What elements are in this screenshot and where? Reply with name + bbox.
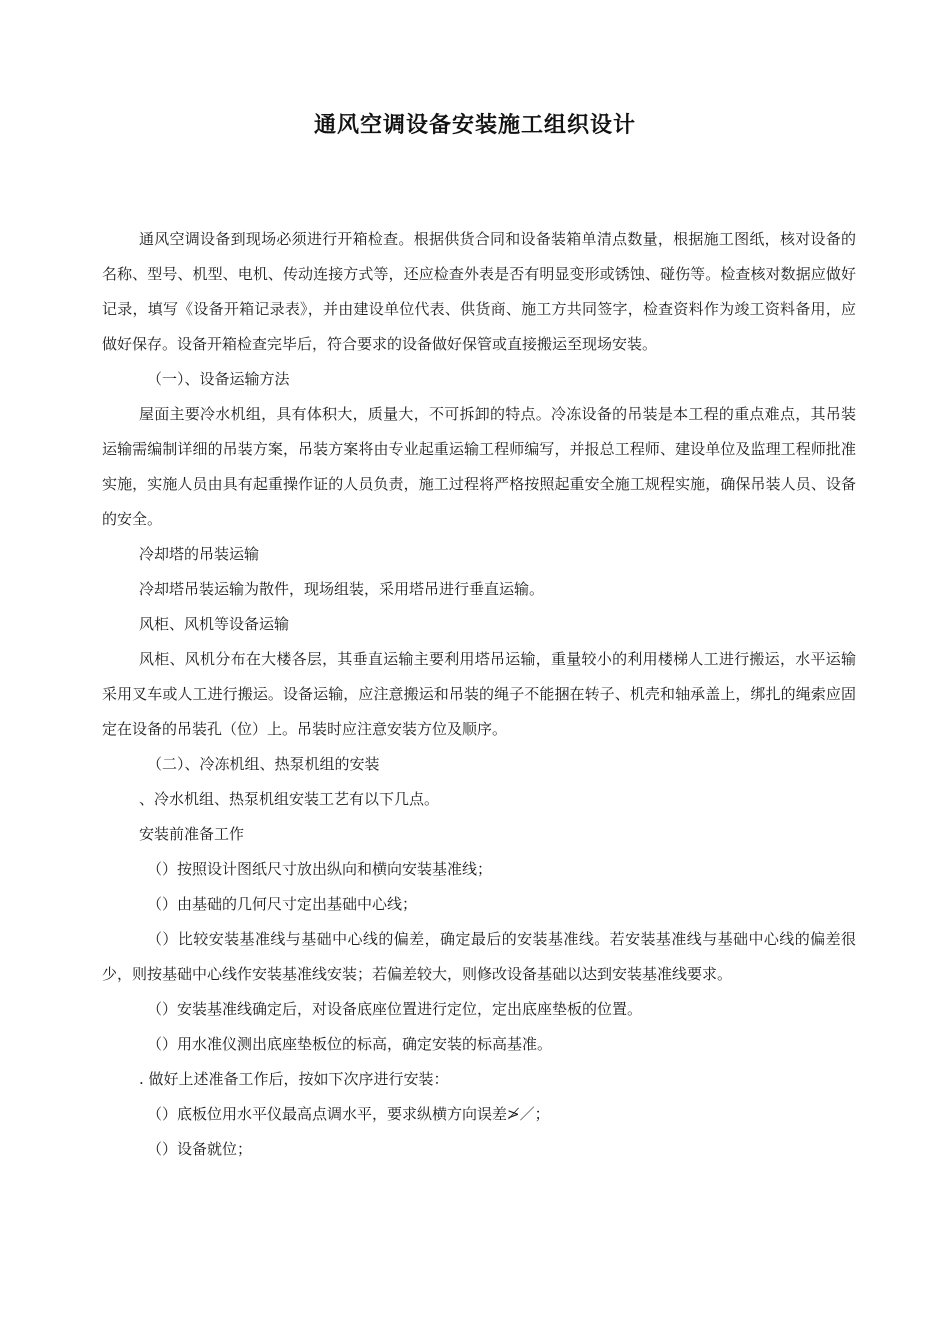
section-heading-chiller-install: （二）、冷冻机组、热泵机组的安装 [147,755,380,773]
list-item-elevation: （）用水准仪测出底座垫板位的标高，确定安装的标高基准。 [147,1035,553,1053]
subheading-cooling-tower: 冷却塔的吊装运输 [139,545,260,563]
subheading-preparation: 安装前准备工作 [139,825,245,843]
paragraph-install-sequence: . 做好上述准备工作后，按如下次序进行安装： [139,1070,449,1088]
paragraph-cooling-tower: 冷却塔吊装运输为散件，现场组装，采用塔吊进行垂直运输。 [139,580,545,598]
document-title: 通风空调设备安装施工组织设计 [313,113,636,138]
list-item-positioning: （）设备就位； [147,1140,253,1158]
list-item-compare-deviation: （）比较安装基准线与基础中心线的偏差，确定最后的安装基准线。若安装基准线与基础中心线的偏差很少，则按基础中心线作安装基准线安装；若偏差较大，则修改设备基础以达到安装基准线要求。 [102,930,856,983]
subheading-fan-transport: 风柜、风机等设备运输 [139,615,290,633]
list-item-centerline: （）由基础的几何尺寸定出基础中心线； [147,895,418,913]
paragraph-fan-transport: 风柜、风机分布在大楼各层，其垂直运输主要利用塔吊运输，重量较小的利用楼梯人工进行搬运，水平运输采用叉车或人工进行搬运。设备运输，应注意搬运和吊装的绳子不能捆在转子、机壳和轴承盖上，绑扎的绳索应固定在设备的吊装孔（位）上。吊装时应注意安装方位及顺序。 [102,650,856,738]
document-body [102,222,856,1167]
list-item-base-position: （）安装基准线确定后，对设备底座位置进行定位，定出底座垫板的位置。 [147,1000,643,1018]
list-item-leveling: （）底板位用水平仪最高点调水平，要求纵横方向误差≯／； [147,1105,550,1123]
section-heading-transport: （一）、设备运输方法 [147,370,290,388]
paragraph-unpacking-inspection: 通风空调设备到现场必须进行开箱检查。根据供货合同和设备装箱单清点数量，根据施工图纸，核对设备的名称、型号、机型、电机、传动连接方式等，还应检查外表是否有明显变形或锈蚀、碰伤等。检查核对数据应做好记录，填写《设备开箱记录表》，并由建设单位代表、供货商、施工方共同签字，检查资料作为竣工资料备用，应做好保存。设备开箱检查完毕后，符合要求的设备做好保管或直接搬运至现场安装。 [102,230,856,353]
paragraph-install-process: 、冷水机组、热泵机组安装工艺有以下几点。 [139,790,440,808]
paragraph-chiller-hoisting: 屋面主要冷水机组，具有体积大，质量大，不可拆卸的特点。冷冻设备的吊装是本工程的重点难点，其吊装运输需编制详细的吊装方案，吊装方案将由专业起重运输工程师编写，并报总工程师、建设单位及监理工程师批准实施，实施人员由具有起重操作证的人员负责，施工过程将严格按照起重安全施工规程实施，确保吊装人员、设备的安全。 [102,405,856,528]
list-item-baseline: （）按照设计图纸尺寸放出纵向和横向安装基准线； [147,860,493,878]
